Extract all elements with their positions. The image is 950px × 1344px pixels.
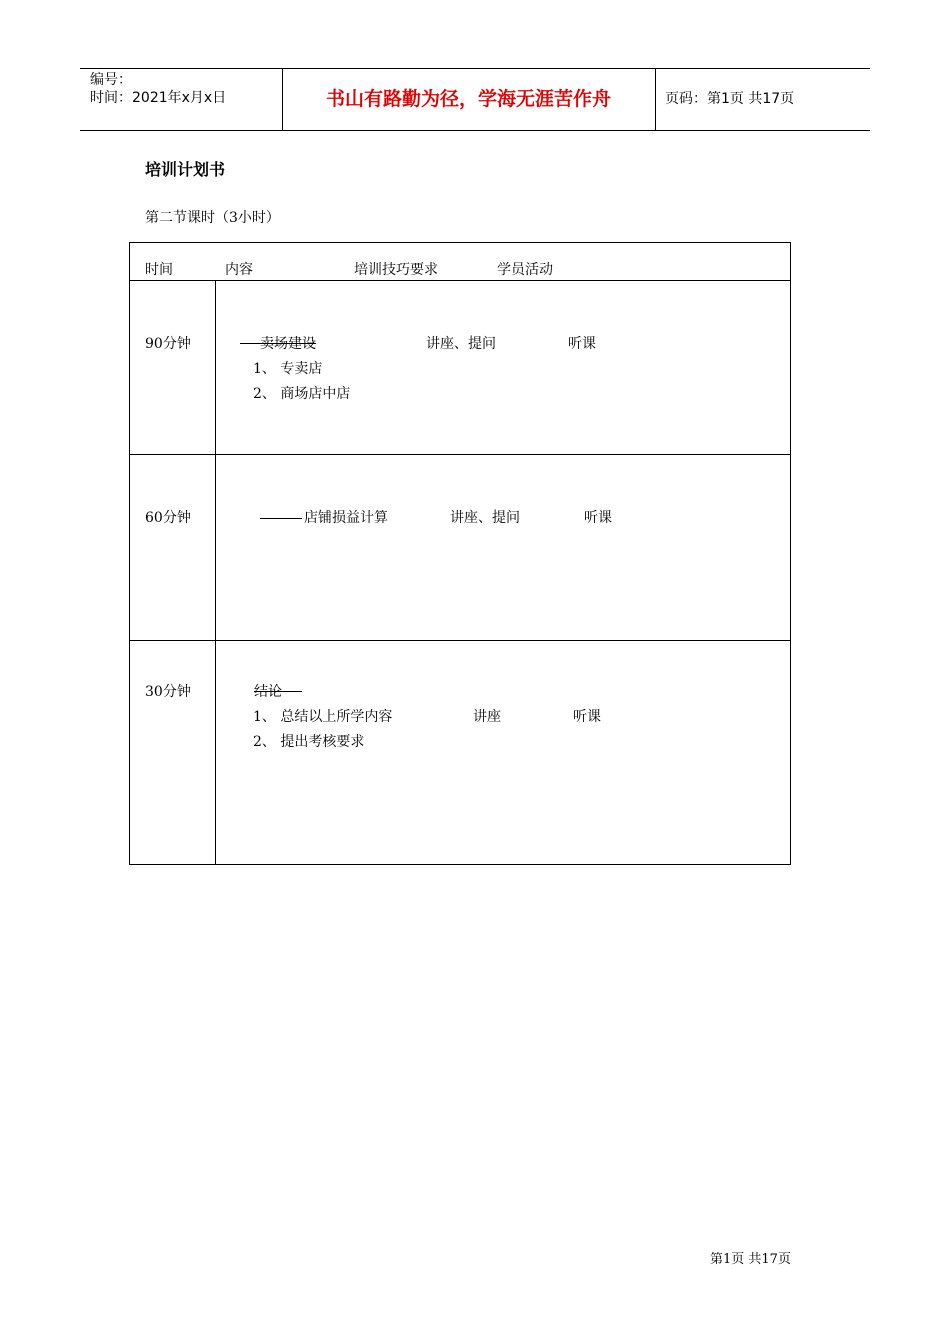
row3-item: 2、 提出考核要求 [253, 734, 365, 750]
number-label: 编号： [90, 72, 132, 88]
header-page-info: 页码：第1页 共17页 [665, 91, 795, 107]
header-motto: 书山有路勤为径，学海无涯苦作舟 [325, 88, 611, 110]
row2-topic [260, 507, 388, 527]
col-header-method: 培训技巧要求 [354, 262, 438, 278]
row1-item: 2、 商场店中店 [253, 386, 351, 402]
header-meta [90, 71, 226, 107]
row2-activity: 听课 [584, 510, 612, 526]
row1-topic-text: 卖场建设 [260, 336, 316, 352]
row1-time: 90分钟 [145, 336, 191, 352]
row2-time: 60分钟 [145, 510, 191, 526]
page-footer: 第1页 共17页 [710, 1252, 791, 1267]
row-divider [130, 640, 790, 641]
date-label: 时间：2021年x月x日 [90, 90, 227, 106]
header-divider [655, 69, 656, 130]
col-header-activity: 学员活动 [497, 262, 553, 278]
column-divider [215, 280, 216, 864]
page-header [80, 68, 870, 131]
row2-topic-text: 店铺损益计算 [304, 510, 388, 526]
row-divider [130, 454, 790, 455]
em-dash [260, 518, 302, 519]
col-header-content: 内容 [225, 262, 253, 278]
row1-topic [260, 333, 316, 353]
row1-activity: 听课 [568, 336, 596, 352]
row1-item: 1、 专卖店 [253, 361, 323, 377]
col-header-time: 时间 [145, 262, 173, 278]
row1-method: 讲座、提问 [426, 336, 496, 352]
section-title: 第二节课时（3小时） [145, 210, 280, 226]
row3-activity: 听课 [573, 709, 601, 725]
row3-topic-text: 结论 [254, 684, 282, 700]
row2-method: 讲座、提问 [450, 510, 520, 526]
document-title: 培训计划书 [145, 160, 226, 179]
row3-time: 30分钟 [145, 684, 191, 700]
row3-method: 讲座 [473, 709, 501, 725]
row3-topic [254, 681, 282, 701]
row3-item: 1、 总结以上所学内容 [253, 709, 393, 725]
row-divider [130, 280, 790, 281]
training-table [129, 242, 791, 865]
